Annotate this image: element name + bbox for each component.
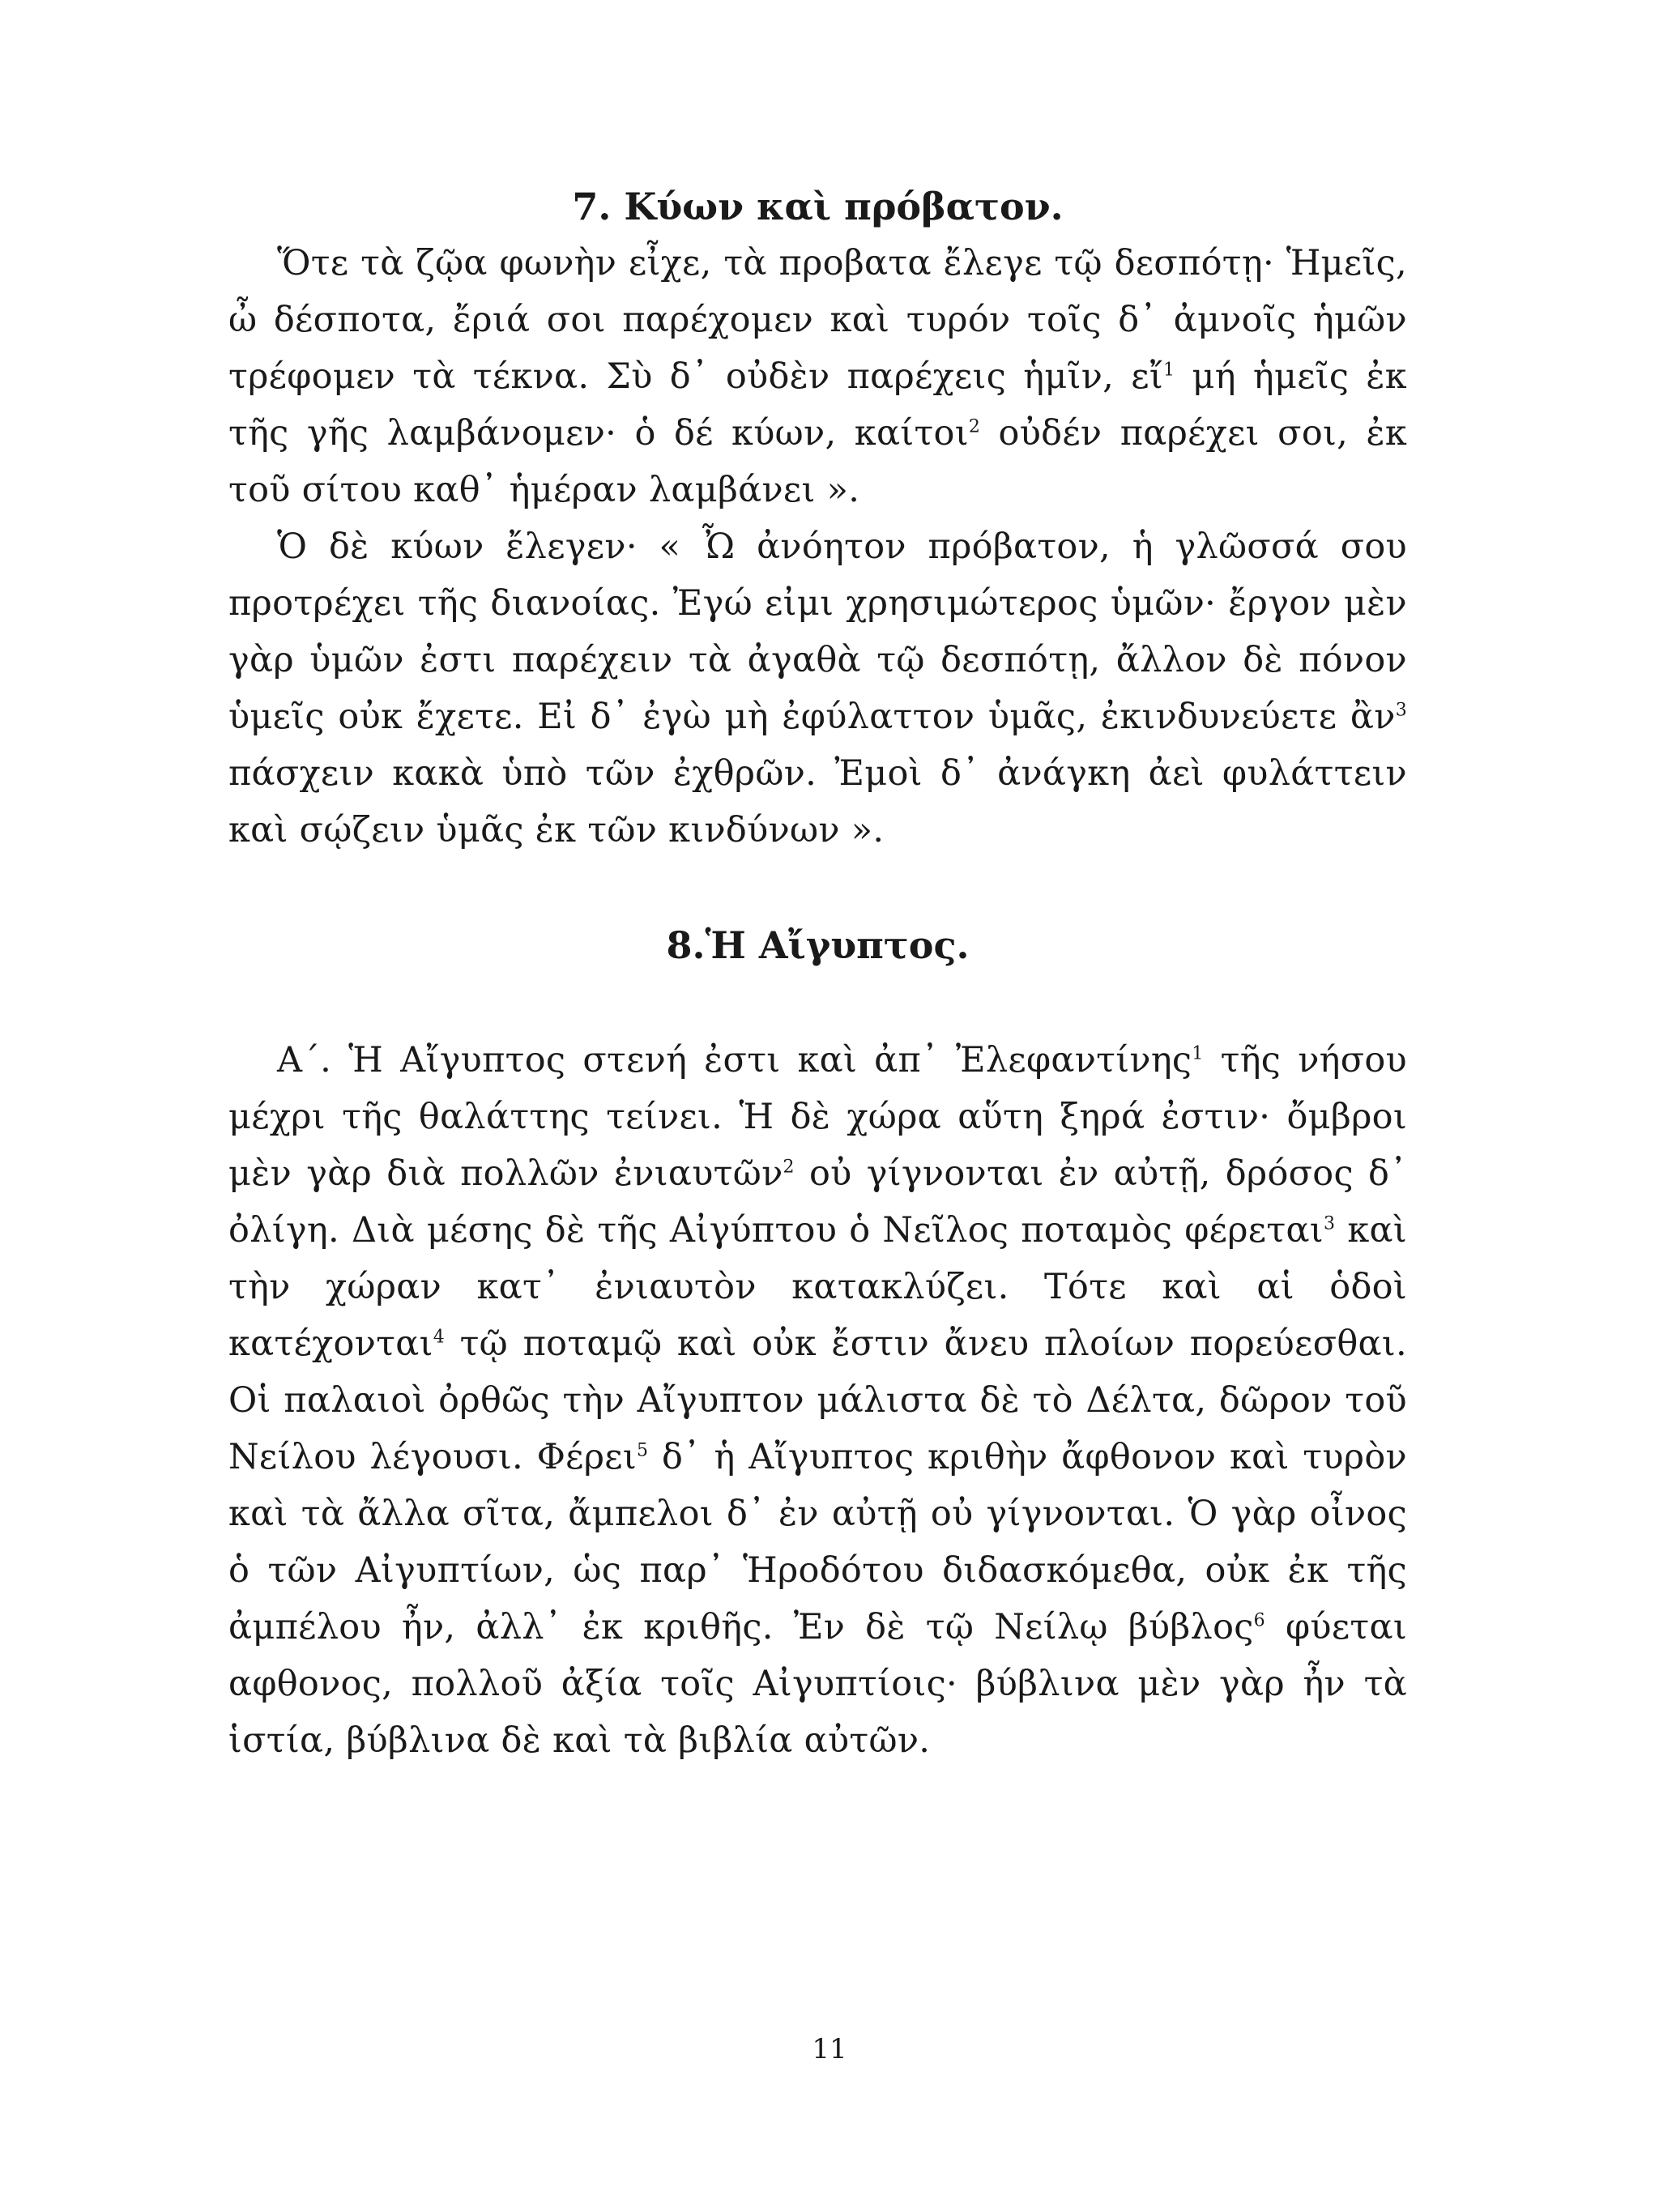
footnote-marker: 3 xyxy=(1323,1213,1336,1234)
text-span: τῆς νήσου μέχρι τῆς θαλάττης τείνει. Ἡ δὲ χώρα αὕτη ξηρά ἐστιν· ὄμβροι μὲν γὰρ διὰ πολλῶν ἐνιαυτῶν xyxy=(228,1040,1407,1194)
paragraph xyxy=(228,1032,1407,1769)
footnote-marker: 5 xyxy=(637,1440,649,1461)
footnote-marker: 2 xyxy=(783,1157,795,1178)
text-span: οὐδέν παρέχει σοι, ἐκ τοῦ σίτου καθ᾽ ἡμέραν λαμβάνει ». xyxy=(228,413,1408,510)
text-span: οὐ γίγνονται ἐν αὐτῇ, δρόσος δ᾽ ὀλίγη. Διὰ μέσης δὲ τῆς Αἰγύπτου ὁ Νεῖλος ποταμὸς φέρεται xyxy=(228,1153,1407,1251)
page-body xyxy=(228,178,1407,1769)
text-span: φύεται αφθονος, πολλοῦ ἀξία τοῖς Αἰγυπτίοις· βύβλινα μὲν γὰρ ἦν τὰ ἱστία, βύβλινα δὲ καὶ τὰ βιβλία αὐτῶν. xyxy=(228,1607,1408,1761)
section-title: 8.Ἡ Αἴγυπτος. xyxy=(666,923,970,967)
text-span: δ᾽ ἡ Αἴγυπτος κριθὴν ἄφθονον καὶ τυρὸν καὶ τὰ ἄλλα σῖτα, ἄμπελοι δ᾽ ἐν αὐτῇ οὐ γίγνονται. Ὁ γὰρ οἶνος ὁ τῶν Αἰγυπτίων, ὡς παρ᾽ Ἡροδότου διδασκόμεθα, οὐκ ἐκ τῆς ἀμπέλου ἦν, ἀλλ᾽ ἐκ κριθῆς. Ἐν δὲ τῷ Νείλῳ βύβλος xyxy=(228,1437,1407,1647)
text-span: μή ἡμεῖς ἐκ τῆς γῆς λαμβάνομεν· ὁ δέ κύων, καίτοι xyxy=(228,356,1407,454)
footnote-marker: 6 xyxy=(1253,1610,1265,1631)
footnote-marker: 1 xyxy=(1163,360,1175,381)
text-span: τῷ ποταμῷ καὶ οὐκ ἔστιν ἄνευ πλοίων πορεύεσθαι. Οἱ παλαιοὶ ὀρθῶς τὴν Αἴγυπτον μάλιστα δὲ τὸ Δέλτα, δῶρον τοῦ Νείλου λέγουσι. Φέρει xyxy=(228,1323,1407,1477)
footnote-marker: 1 xyxy=(1192,1043,1204,1064)
text-span: Ὁ δὲ κύων ἔλεγεν· « Ὦ ἀνόητον πρόβατον, ἡ γλῶσσά σου προτρέχει τῆς διανοίας. Ἐγώ εἰμι χρησιμώτερος ὑμῶν· ἔργον μὲν γὰρ ὑμῶν ἐστι παρέχειν τὰ ἀγαθὰ τῷ δεσπότῃ, ἄλλον δὲ πόνον ὑμεῖς οὐκ ἔχετε. Εἰ δ᾽ ἐγὼ μὴ ἐφύλαττον ὑμᾶς, ἐκινδυνεύετε ἂν xyxy=(228,526,1407,737)
paragraph xyxy=(228,518,1407,859)
footnote-marker: 3 xyxy=(1395,700,1407,721)
text-span: Α΄. Ἡ Αἴγυπτος στενή ἐστι καὶ ἀπ᾽ Ἐλεφαντίνης xyxy=(277,1040,1192,1080)
footnote-marker: 2 xyxy=(968,416,981,437)
text-span: Ὅτε τὰ ζῷα φωνὴν εἶχε, τὰ προβατα ἔλεγε τῷ δεσπότῃ· Ἡμεῖς, ὦ δέσποτα, ἔριά σοι παρέχομεν καὶ τυρόν τοῖς δ᾽ ἀμνοῖς ἡμῶν τρέφομεν τὰ τέκνα. Σὺ δ᾽ οὐδὲν παρέχεις ἡμῖν, εἴ xyxy=(228,243,1407,397)
page-number: 11 xyxy=(812,2033,847,2065)
paragraph xyxy=(228,235,1407,518)
text-span: πάσχειν κακὰ ὑπὸ τῶν ἐχθρῶν. Ἐμοὶ δ᾽ ἀνάγκη ἀεὶ φυλάττειν καὶ σῴζειν ὑμᾶς ἐκ τῶν κινδύνων ». xyxy=(228,753,1407,850)
footnote-marker: 4 xyxy=(433,1327,446,1348)
text-span: καὶ τὴν χώραν κατ᾽ ἐνιαυτὸν κατακλύζει. Τότε καὶ αἱ ὁδοὶ κατέχονται xyxy=(228,1210,1407,1364)
section-title: 7. Κύων καὶ πρόβατον. xyxy=(572,185,1064,228)
